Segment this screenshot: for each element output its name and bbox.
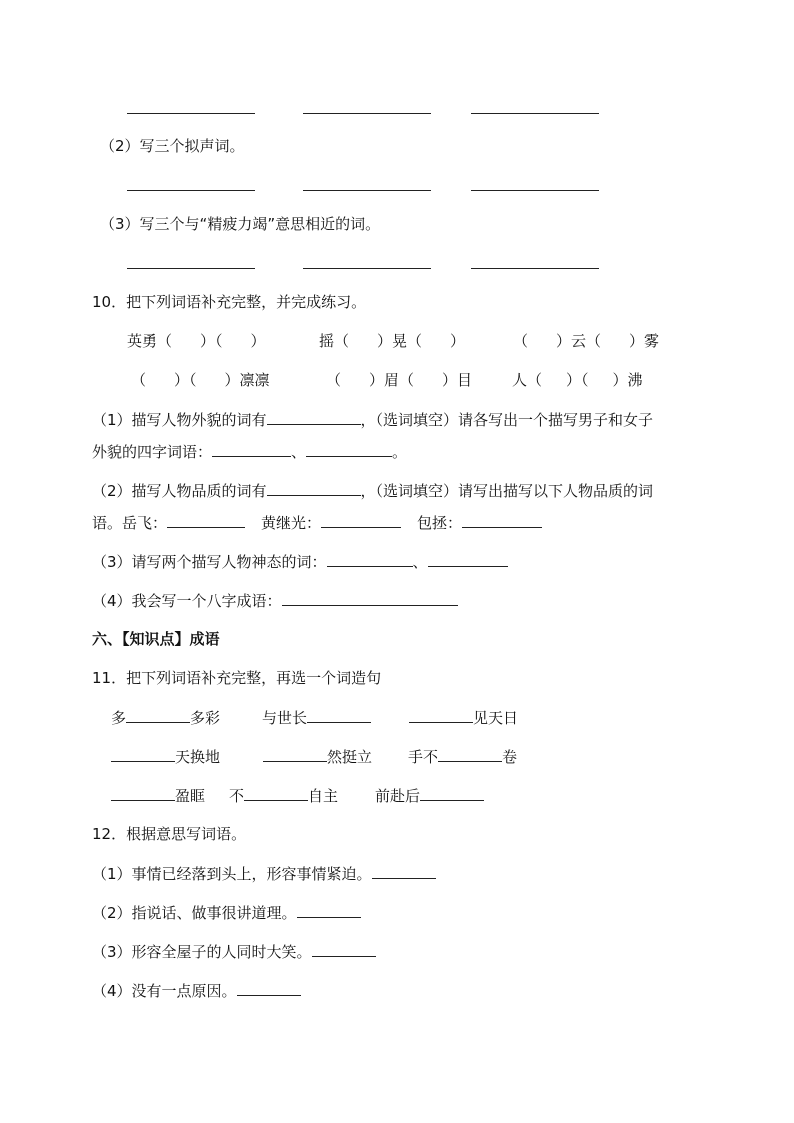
- q10-row1-word3: （ ）云（ ）雾: [513, 332, 660, 350]
- answer-line[interactable]: [127, 190, 255, 191]
- question-10-title: 10．把下列词语补充完整，并完成练习。: [92, 293, 367, 311]
- answer-blank[interactable]: [327, 551, 413, 567]
- answer-blank[interactable]: [111, 746, 175, 762]
- answer-blank[interactable]: [462, 512, 542, 528]
- q12-item3: （3）形容全屋子的人同时大笑。: [92, 941, 376, 962]
- q10-sub1-line1: （1）描写人物外貌的词有 ，（选词填空）请各写出一个描写男子和女子: [92, 411, 654, 429]
- q11-r1-idiom2: 与世长: [262, 707, 371, 728]
- answer-blank[interactable]: [212, 441, 291, 457]
- answer-blank[interactable]: [372, 863, 436, 879]
- q12-item1: （1）事情已经落到头上，形容事情紧迫。: [92, 863, 436, 884]
- question-12-title: 12．根据意思写词语。: [92, 825, 247, 843]
- answer-line[interactable]: [127, 268, 255, 269]
- answer-blank[interactable]: [282, 590, 458, 606]
- question-9-3: （3）写三个与“精疲力竭”意思相近的词。: [100, 215, 381, 233]
- answer-blank[interactable]: [267, 409, 361, 425]
- question-9-2: （2）写三个拟声词。: [100, 137, 245, 155]
- q10-sub2-line2: 语。岳飞： 黄继光： 包拯：: [92, 512, 542, 533]
- section-6-title: 六、【知识点】成语: [92, 630, 220, 648]
- answer-blank[interactable]: [420, 785, 484, 801]
- answer-line[interactable]: [471, 190, 599, 191]
- q10-sub3: （3）请写两个描写人物神态的词： 、: [92, 551, 508, 572]
- q11-r3-idiom1: 盈眶: [111, 785, 205, 806]
- answer-line[interactable]: [303, 113, 431, 114]
- q10-row2-word3: 人（ ）（ ）沸: [512, 371, 643, 389]
- answer-blank[interactable]: [263, 746, 327, 762]
- answer-blank[interactable]: [321, 512, 401, 528]
- answer-blank[interactable]: [428, 551, 508, 567]
- answer-blank[interactable]: [312, 941, 376, 957]
- answer-blank[interactable]: [409, 707, 473, 723]
- q10-row1-word1: 英勇（ ）（ ）: [127, 332, 266, 350]
- q10-row1-word2: 摇（ ）晃（ ）: [319, 332, 466, 350]
- answer-blank[interactable]: [244, 785, 308, 801]
- q11-r3-idiom2: 不 自主: [229, 787, 339, 805]
- answer-blank[interactable]: [438, 746, 502, 762]
- answer-blank[interactable]: [306, 441, 392, 457]
- answer-blank[interactable]: [126, 707, 190, 723]
- q12-item4: （4）没有一点原因。: [92, 980, 301, 1001]
- answer-blank[interactable]: [307, 707, 371, 723]
- answer-line[interactable]: [303, 268, 431, 269]
- answer-blank[interactable]: [167, 512, 245, 528]
- answer-blank[interactable]: [111, 785, 175, 801]
- answer-line[interactable]: [127, 113, 255, 114]
- question-11-title: 11．把下列词语补充完整，再选一个词造句: [92, 669, 382, 687]
- q11-r1-idiom1: 多 多彩: [111, 709, 221, 727]
- answer-line[interactable]: [471, 268, 599, 269]
- q10-row2-word1: （ ）（ ）凛凛: [131, 371, 270, 389]
- q11-r2-idiom1: 天换地: [111, 746, 220, 767]
- q10-row2-word2: （ ）眉（ ）目: [326, 371, 473, 389]
- q10-sub2-line1: （2）描写人物品质的词有 ，（选词填空）请写出描写以下人物品质的词: [92, 482, 654, 500]
- q10-sub1-line2: 外貌的四字词语： 、 。: [92, 443, 408, 461]
- q11-r2-idiom2: 然挺立: [263, 746, 372, 767]
- answer-line[interactable]: [471, 113, 599, 114]
- q12-item2: （2）指说话、做事很讲道理。: [92, 902, 361, 923]
- answer-line[interactable]: [303, 190, 431, 191]
- answer-blank[interactable]: [267, 480, 361, 496]
- q11-r3-idiom3: 前赴后: [375, 785, 484, 806]
- q11-r1-idiom3: 见天日: [409, 707, 518, 728]
- answer-blank[interactable]: [237, 980, 301, 996]
- answer-blank[interactable]: [297, 902, 361, 918]
- q10-sub4: （4）我会写一个八字成语：: [92, 590, 458, 611]
- q11-r2-idiom3: 手不 卷: [408, 748, 518, 766]
